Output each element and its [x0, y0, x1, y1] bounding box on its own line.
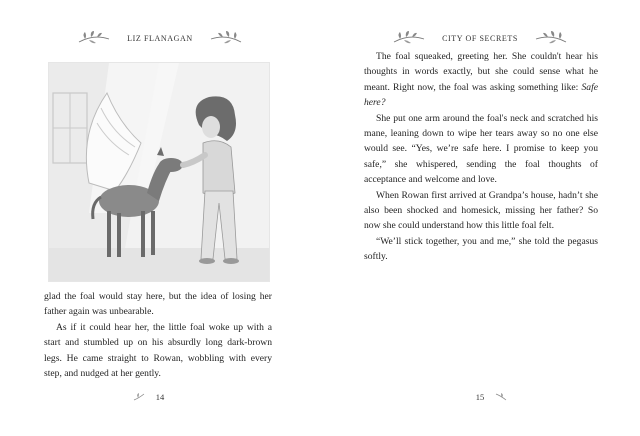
- illustration-drawing: [49, 63, 269, 281]
- footer-spacer: [174, 392, 188, 402]
- page-number: 15: [475, 392, 485, 402]
- right-page: [320, 0, 640, 436]
- italic-thought: Safe here?: [364, 81, 598, 109]
- paragraph: “We’ll stick together, you and me,” she told the pegasus softly.: [364, 235, 598, 263]
- book-title: CITY OF SECRETS: [442, 33, 518, 43]
- paragraph: When Rowan first arrived at Grandpa’s house, hadn’t she also been shocked and homesick, missing her father? So now she could understand how this little foal felt.: [364, 189, 598, 232]
- leaf-sprig-icon: [534, 30, 568, 46]
- right-page-footer: [320, 390, 640, 404]
- right-page-body-text: [364, 49, 598, 265]
- left-page-footer: [0, 390, 320, 404]
- leaf-ornament-icon: [132, 392, 146, 402]
- paragraph: She put one arm around the foal's neck and scratched his mane, leaning down to wipe her tears away so no one else would see. “Yes, we’re safe here. I promise to keep you safe,” she whispered, sending the foal thoughts of acceptance and welcome and love.: [364, 112, 598, 186]
- leaf-ornament-icon: [494, 392, 508, 402]
- left-page-body-text: [44, 289, 272, 381]
- leaf-sprig-icon: [209, 30, 243, 46]
- author-name: LIZ FLANAGAN: [127, 33, 193, 43]
- illustration-girl-with-pegasus-foal: [48, 62, 270, 282]
- footer-spacer: [452, 392, 466, 402]
- paragraph: glad the foal would stay here, but the idea of losing her father again was unbearable.: [44, 291, 272, 318]
- leaf-sprig-icon: [392, 30, 426, 46]
- paragraph: [364, 49, 598, 111]
- left-running-header: [0, 28, 320, 48]
- leaf-sprig-icon: [77, 30, 111, 46]
- page-number: 14: [155, 392, 165, 402]
- right-running-header: [320, 28, 640, 48]
- paragraph: As if it could hear her, the little foal woke up with a start and stumbled up on his absurdly long dark-brown legs. He came straight to Rowan, wobbling with every step, and nudged at her gently.: [44, 321, 272, 380]
- paragraph-text: The foal squeaked, greeting her. She couldn't hear his thoughts in words exactly, but she could sense what he meant. Right now, the foal was asking something like:: [364, 51, 598, 93]
